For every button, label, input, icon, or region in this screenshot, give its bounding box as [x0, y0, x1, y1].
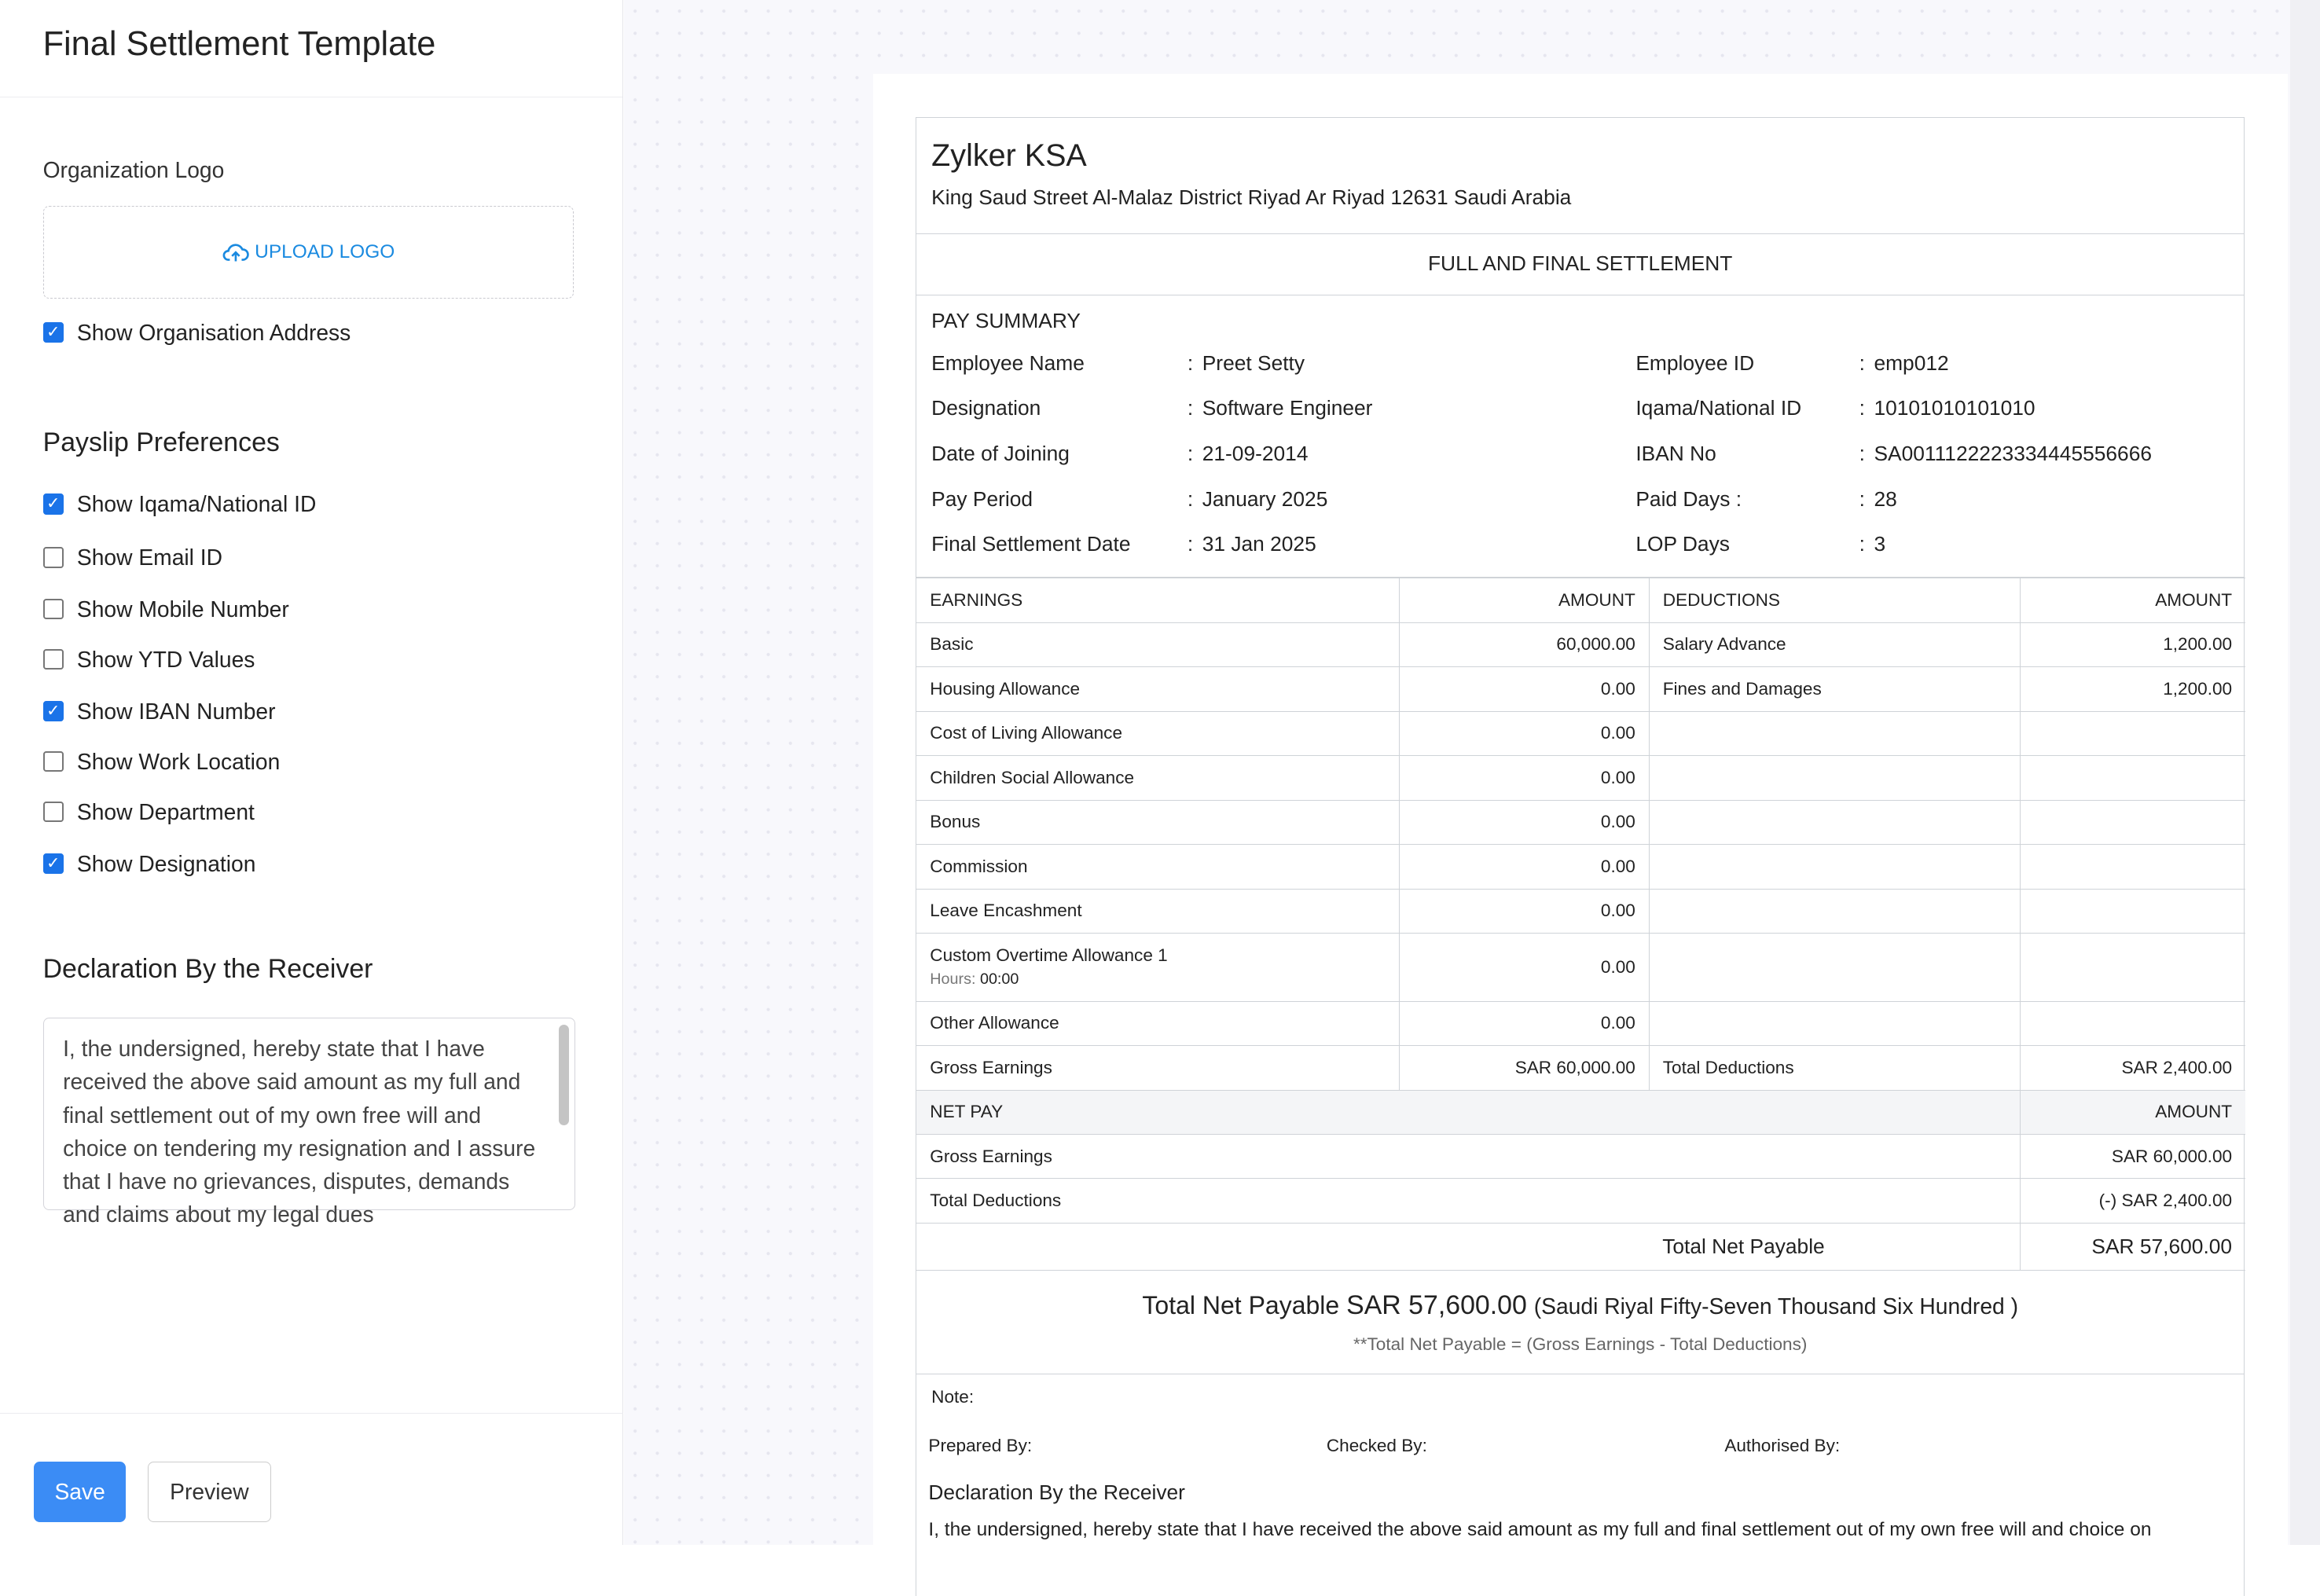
total-net-label: Total Net Payable [1142, 1290, 1340, 1319]
earning-amount: 0.00 [1399, 756, 1649, 800]
field-colon: : [1187, 531, 1194, 556]
field-value: Preet Setty [1202, 351, 1305, 376]
net-row-label: Gross Earnings [916, 1134, 2020, 1178]
field-colon: : [1187, 351, 1194, 376]
upload-logo-label: UPLOAD LOGO [255, 240, 395, 262]
earning-amount: 0.00 [1399, 1001, 1649, 1045]
earning-name: Cost of Living Allowance [930, 723, 1123, 743]
checkbox-icon[interactable]: ✓ [43, 322, 64, 343]
hours-value: 00:00 [979, 970, 1019, 989]
field-colon: : [1859, 395, 1865, 420]
field-value: January 2025 [1202, 487, 1328, 512]
formula-note: **Total Net Payable = (Gross Earnings - Total Deductions) [1353, 1334, 1808, 1354]
field-colon: : [1859, 531, 1865, 556]
amount-header: AMOUNT [2021, 1090, 2245, 1134]
pref-checkbox[interactable] [43, 647, 255, 673]
field-colon: : [1859, 442, 1865, 465]
net-pay-label: NET PAY [916, 1090, 2020, 1134]
pref-checkbox[interactable] [43, 749, 281, 775]
org-logo-label: Organization Logo [42, 156, 225, 182]
declaration-title: Declaration By the Receiver [42, 954, 373, 985]
gross-label: Gross Earnings [916, 1046, 1399, 1090]
authorised-by: Authorised By: [1724, 1436, 1841, 1456]
org-name: Zylker KSA [931, 138, 1087, 174]
doc-declaration-text: I, the undersigned, hereby state that I have received the above said amount as my full and final settlement out of my own free will and choice on [928, 1518, 2152, 1540]
checkbox-label: Show Department [76, 798, 255, 824]
field-label: Paid Days : [1635, 487, 1742, 512]
cloud-upload-icon [222, 242, 249, 262]
amount-header: AMOUNT [1399, 578, 1649, 622]
earning-amount: 0.00 [1399, 889, 1649, 933]
deduction-amount: 1,200.00 [2021, 667, 2245, 711]
field-label: IBAN No [1635, 442, 1716, 465]
settings-panel [0, 0, 623, 1545]
earning-name: Leave Encashment [930, 901, 1082, 921]
pref-checkbox[interactable] [43, 491, 317, 517]
preview-button[interactable]: Preview [148, 1462, 270, 1522]
earning-amount: 60,000.00 [1399, 622, 1649, 666]
table-row [916, 933, 2245, 1001]
earning-name: Bonus [930, 812, 981, 832]
field-label: LOP Days [1635, 531, 1730, 556]
net-row-label: Total Deductions [916, 1179, 2020, 1223]
deduction-name: Fines and Damages [1649, 667, 2021, 711]
checkbox-label: Show IBAN Number [76, 698, 276, 724]
field-colon: : [1187, 487, 1194, 512]
checkbox-label: Show Organisation Address [76, 319, 351, 345]
deductions-header: DEDUCTIONS [1649, 578, 2021, 622]
field-value: emp012 [1874, 351, 1949, 376]
checkbox-icon[interactable] [43, 599, 64, 619]
checkbox-icon[interactable] [43, 547, 64, 567]
earnings-deductions-table [916, 578, 2245, 1271]
totals-row [916, 1046, 2245, 1090]
earning-name: Basic [930, 634, 974, 655]
doc-title: FULL AND FINAL SETTLEMENT [916, 234, 2244, 295]
earning-amount: 0.00 [1399, 933, 1649, 1001]
net-row [916, 1179, 2245, 1223]
field-label: Iqama/National ID [1635, 395, 1802, 420]
checkbox-icon[interactable] [43, 802, 64, 822]
earning-name: Other Allowance [930, 1013, 1059, 1033]
prefs-title: Payslip Preferences [42, 427, 280, 458]
total-net-value: SAR 57,600.00 [1346, 1290, 1527, 1320]
show-address-checkbox[interactable] [43, 320, 351, 346]
textarea-scrollbar[interactable] [559, 1025, 569, 1125]
field-colon: : [1859, 351, 1865, 376]
declaration-textarea[interactable] [43, 1018, 576, 1227]
checkbox-label: Show Designation [76, 850, 256, 876]
total-net-value: SAR 57,600.00 [2021, 1223, 2245, 1270]
earning-amount: 0.00 [1399, 800, 1649, 844]
total-net-row [916, 1223, 2245, 1270]
pref-checkbox[interactable] [43, 699, 276, 725]
field-label: Employee ID [1635, 351, 1755, 376]
field-value: SA0011122223334445556666 [1874, 442, 2153, 465]
checkbox-icon[interactable]: ✓ [43, 701, 64, 721]
field-value: Software Engineer [1202, 395, 1373, 420]
net-row-value: (-) SAR 2,400.00 [2021, 1179, 2245, 1223]
pref-checkbox[interactable] [43, 851, 256, 877]
field-colon: : [1187, 442, 1194, 465]
field-value: 31 Jan 2025 [1202, 531, 1316, 556]
settlement-document [873, 74, 2288, 1554]
checkbox-label: Show Work Location [76, 748, 281, 774]
save-button[interactable]: Save [34, 1462, 126, 1522]
checkbox-icon[interactable] [43, 751, 64, 772]
checkbox-icon[interactable]: ✓ [43, 853, 64, 874]
preview-area [624, 0, 2320, 1545]
earning-name: Housing Allowance [930, 678, 1081, 699]
table-row [916, 622, 2245, 666]
hours-label: Hours: [930, 970, 976, 989]
field-value: 10101010101010 [1874, 395, 2036, 420]
checkbox-label: Show Iqama/National ID [76, 491, 317, 517]
org-address: King Saud Street Al-Malaz District Riyad Ar Riyad 12631 Saudi Arabia [931, 185, 1572, 210]
upload-logo-button[interactable] [43, 206, 574, 299]
checkbox-label: Show Email ID [76, 544, 223, 570]
total-words: (Saudi Riyal Fifty-Seven Thousand Six Hundred ) [1533, 1293, 2018, 1319]
pref-checkbox[interactable] [43, 545, 222, 571]
deduction-name: Salary Advance [1649, 622, 2021, 666]
earning-name: Children Social Allowance [930, 767, 1135, 787]
prepared-by: Prepared By: [928, 1436, 1033, 1456]
checked-by: Checked By: [1326, 1436, 1427, 1456]
earning-amount: 0.00 [1399, 845, 1649, 889]
doc-declaration-title: Declaration By the Receiver [928, 1480, 1185, 1504]
total-ded-label: Total Deductions [1649, 1046, 2021, 1090]
earnings-header: EARNINGS [916, 578, 1399, 622]
preview-scrollbar[interactable] [2290, 0, 2320, 1545]
net-row-value: SAR 60,000.00 [2021, 1134, 2245, 1178]
table-row [916, 711, 2245, 755]
field-label: Date of Joining [931, 442, 1070, 465]
checkbox-icon[interactable] [43, 649, 64, 670]
table-row [916, 756, 2245, 800]
total-net-label: Total Net Payable [1649, 1223, 2021, 1270]
field-label: Pay Period [931, 487, 1033, 512]
net-row [916, 1134, 2245, 1178]
earning-name: Commission [930, 856, 1028, 876]
pref-checkbox[interactable] [43, 596, 289, 622]
field-value: 3 [1874, 531, 1886, 556]
earning-amount: 0.00 [1399, 711, 1649, 755]
pref-checkbox[interactable] [43, 799, 255, 825]
checkbox-label: Show Mobile Number [76, 596, 289, 622]
table-header [916, 578, 2245, 622]
field-colon: : [1859, 487, 1865, 512]
field-colon: : [1187, 395, 1194, 420]
table-row [916, 889, 2245, 933]
note-label: Note: [931, 1387, 975, 1407]
gross-value: SAR 60,000.00 [1399, 1046, 1649, 1090]
checkbox-label: Show YTD Values [76, 646, 255, 672]
declaration-text: I, the undersigned, hereby state that I have received the above said amount as my full and final settlement out of my own free will and choice on tendering my resignation and I assure that I have no grievances, disputes, demands and claims about my legal dues [63, 1036, 536, 1227]
checkbox-icon[interactable]: ✓ [43, 493, 64, 514]
field-label: Final Settlement Date [931, 531, 1131, 556]
earning-name: Custom Overtime Allowance 1 [930, 945, 1168, 966]
field-value: 28 [1874, 487, 1897, 512]
total-ded-value: SAR 2,400.00 [2021, 1046, 2245, 1090]
earning-amount: 0.00 [1399, 667, 1649, 711]
table-row [916, 845, 2245, 889]
field-label: Employee Name [931, 351, 1085, 376]
table-row [916, 667, 2245, 711]
table-row [916, 1001, 2245, 1045]
pay-summary-title: PAY SUMMARY [931, 308, 1081, 332]
field-value: 21-09-2014 [1202, 442, 1309, 465]
table-row [916, 800, 2245, 844]
deduction-amount: 1,200.00 [2021, 622, 2245, 666]
field-label: Designation [931, 395, 1041, 420]
panel-title: Final Settlement Template [42, 25, 436, 63]
amount-header: AMOUNT [2021, 578, 2245, 622]
net-pay-header [916, 1090, 2245, 1134]
